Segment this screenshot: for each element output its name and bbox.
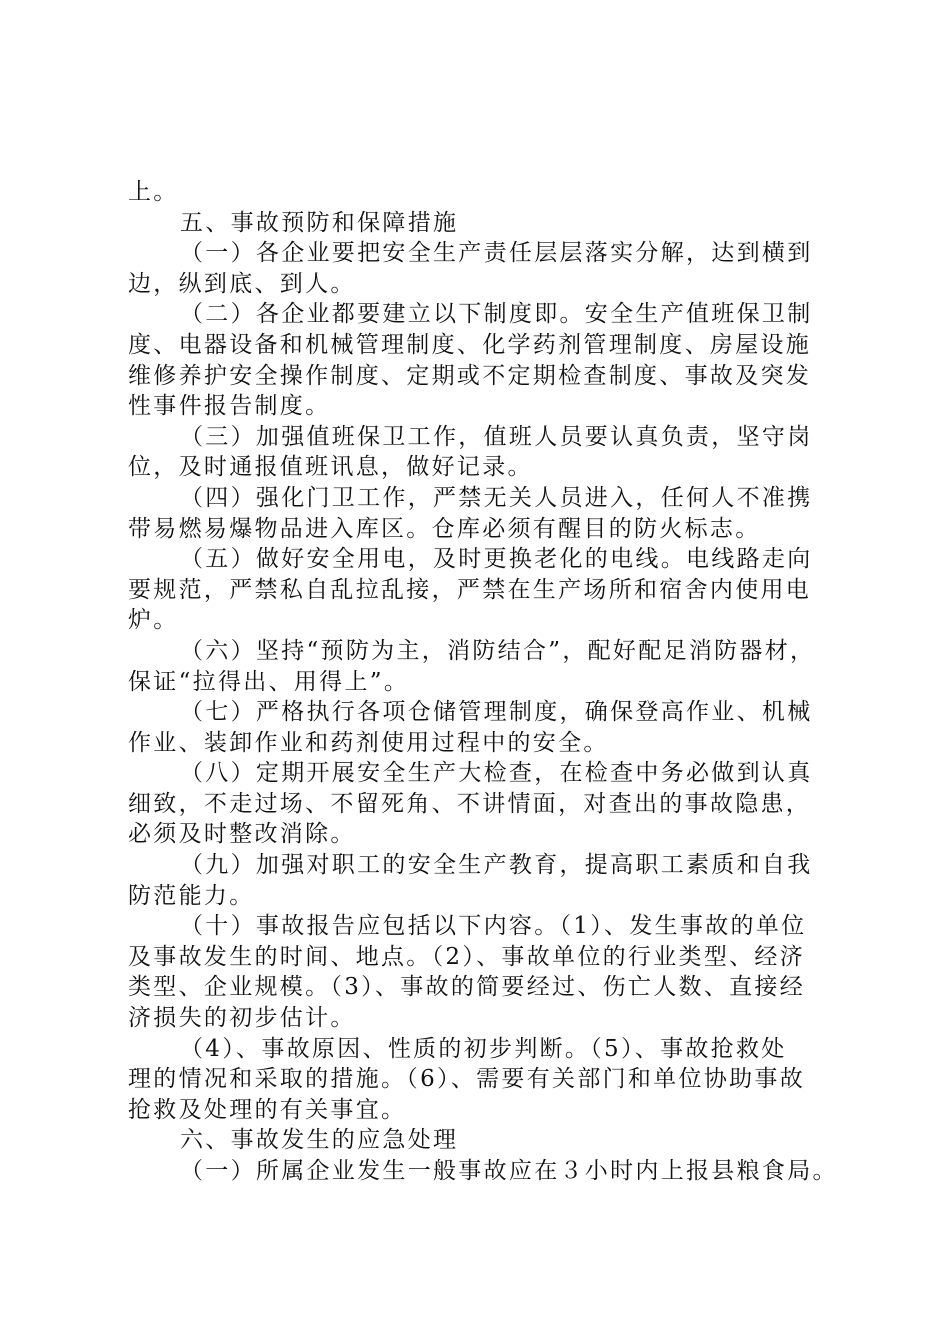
text-line: 五、事故预防和保障措施 [180, 209, 459, 236]
text-line: 性事件报告制度。 [128, 393, 331, 420]
text-line: 类型、企业规模。（3）、事故的简要经过、伤亡人数、直接经 [128, 974, 806, 1001]
text-line: （一）各企业要把安全生产责任层层落实分解，达到横到 [180, 240, 813, 267]
text-line: （八）定期开展安全生产大检查，在检查中务必做到认真 [180, 760, 813, 787]
text-line: 度、电器设备和机械管理制度、化学药剂管理制度、房屋设施 [128, 331, 812, 358]
text-line: 要规范，严禁私自乱拉乱接，严禁在生产场所和宿舍内使用电 [128, 576, 812, 603]
text-line: （四）强化门卫工作，严禁无关人员进入，任何人不准携 [180, 484, 813, 511]
text-line: （一）所属企业发生一般事故应在３小时内上报县粮食局。 [180, 1158, 838, 1184]
document-body [128, 177, 848, 1187]
text-line: 六、事故发生的应急处理 [180, 1127, 459, 1154]
text-line: 上。 [128, 179, 179, 205]
text-line: （五）做好安全用电，及时更换老化的电线。电线路走向 [180, 546, 813, 573]
text-line: （六）坚持“预防为主，消防结合”，配好配足消防器材， [180, 637, 816, 664]
text-line: （九）加强对职工的安全生产教育，提高职工素质和自我 [180, 852, 813, 879]
text-line: 及事故发生的时间、地点。（2）、事故单位的行业类型、经济 [128, 943, 806, 970]
text-line: 作业、装卸作业和药剂使用过程中的安全。 [128, 729, 609, 756]
text-line: 防范能力。 [128, 882, 255, 909]
text-line: 抢救及处理的有关事宜。 [128, 1096, 407, 1123]
text-line: 边，纵到底、到人。 [128, 270, 356, 297]
text-line: 维修养护安全操作制度、定期或不定期检查制度、事故及突发 [128, 362, 812, 389]
text-line: （十）事故报告应包括以下内容。（1）、发生事故的单位 [180, 913, 807, 940]
text-line: 保证“拉得出、用得上”。 [128, 668, 410, 695]
text-line: （4）、事故原因、性质的初步判断。（5）、事故抢救处 [180, 1035, 787, 1062]
text-line: 带易燃易爆物品进入库区。仓库必须有醒目的防火标志。 [128, 515, 761, 542]
text-line: （二）各企业都要建立以下制度即。安全生产值班保卫制 [180, 301, 813, 328]
text-line: （三）加强值班保卫工作，值班人员要认真负责，坚守岗 [180, 423, 813, 450]
text-line: 炉。 [128, 607, 179, 634]
text-line: 细致，不走过场、不留死角、不讲情面，对查出的事故隐患， [128, 790, 812, 817]
text-line: 济损失的初步估计。 [128, 1005, 356, 1032]
text-line: （七）严格执行各项仓储管理制度，确保登高作业、机械 [180, 699, 813, 726]
text-line: 理的情况和采取的措施。（6）、需要有关部门和单位协助事故 [128, 1066, 806, 1093]
text-line: 位，及时通报值班讯息，做好记录。 [128, 454, 533, 481]
text-line: 必须及时整改消除。 [128, 821, 356, 848]
